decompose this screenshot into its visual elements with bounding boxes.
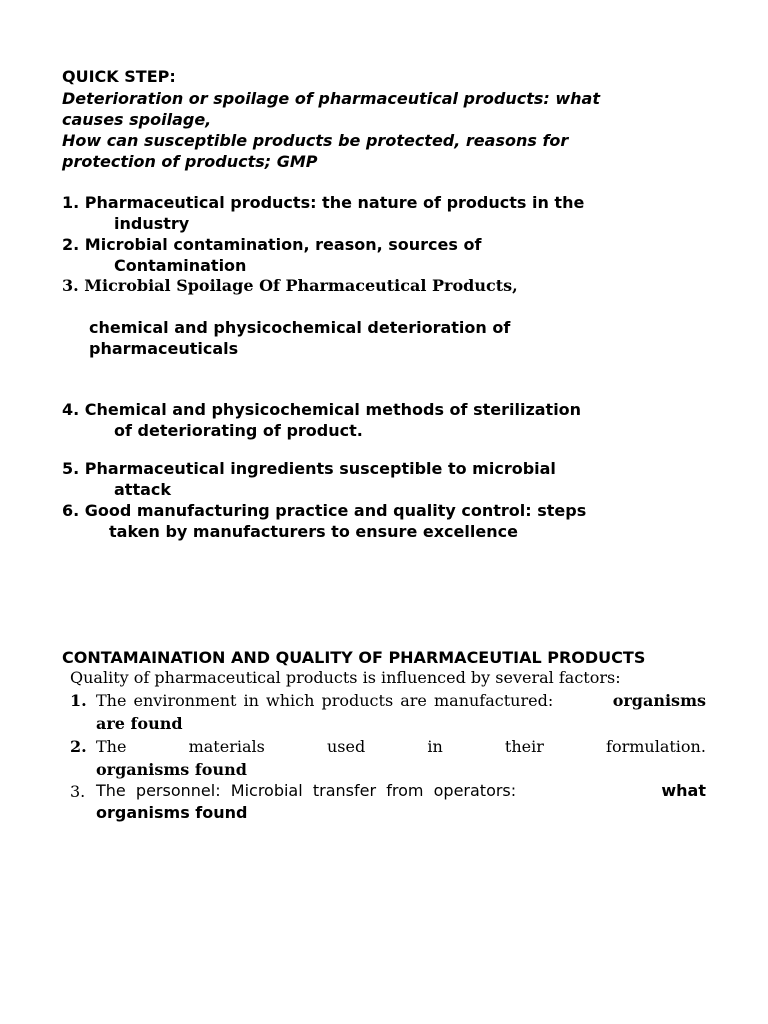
outline-item-continuation: attack [114,480,172,499]
outline-item-text: chemical and physicochemical deterioration of [89,318,511,337]
outline-item-continuation: taken by manufacturers to ensure excellence [109,522,518,541]
outline-item-continuation: Contamination [114,256,247,275]
factor-2 [96,735,706,781]
outline-item-text: 4. Chemical and physicochemical methods of sterilization [62,400,582,419]
factor-2-word: in [427,737,443,756]
outline-item-continuation: pharmaceuticals [89,339,239,358]
factor-1-line [96,689,706,712]
outline-item-text: 5. Pharmaceutical ingredients susceptible to microbial [62,459,556,478]
factor-3-bold-continuation: organisms found [96,803,248,822]
outline-item-3-sub [89,317,510,359]
factor-1-bold-continuation: are found [96,714,183,733]
factor-2-word: The [96,737,127,756]
quick-step-label: QUICK STEP: [62,67,176,86]
outline-item-text: 1. Pharmaceutical products: the nature of products in the [62,193,585,212]
outline-item-4 [62,399,581,441]
outline-item-5 [62,458,556,500]
factor-2-line [96,735,706,758]
factor-2-word: used [326,737,366,756]
factor-1-text: The environment in which products are manufactured: [96,691,554,710]
factor-2-word: their [504,737,544,756]
outline-item-text: 6. Good manufacturing practice and quality control: steps [62,501,587,520]
section-intro: Quality of pharmaceutical products is influenced by several factors: [70,668,621,687]
factor-2-bold: organisms found [96,760,247,779]
factor-3-number: 3. [70,782,86,801]
factor-2-word: formulation. [606,737,706,756]
factor-3-text: The personnel: Microbial transfer from operators: [96,781,517,800]
subtitle-line: Deterioration or spoilage of pharmaceutical products: what [62,89,600,108]
outline-item-6 [62,500,586,542]
factor-1-bold: organisms [612,691,706,710]
outline-item-3: 3. Microbial Spoilage Of Pharmaceutical Products, [62,276,518,295]
subtitle-line: protection of products; GMP [62,152,318,171]
outline-item-2 [62,234,481,276]
outline-item-continuation: industry [114,214,190,233]
outline-item-1 [62,192,584,234]
factor-3-line [96,780,706,802]
factor-2-word: materials [188,737,265,756]
outline-item-continuation: of deteriorating of product. [114,421,363,440]
section-heading: CONTAMAINATION AND QUALITY OF PHARMACEUTIAL PRODUCTS [62,648,646,667]
factor-1-number: 1. [70,691,87,710]
factor-1 [96,689,706,735]
outline-item-text: 2. Microbial contamination, reason, sources of [62,235,482,254]
document-subtitle [62,88,600,172]
factor-2-number: 2. [70,737,87,756]
subtitle-line: How can susceptible products be protected, reasons for [62,131,569,150]
factor-3-bold: what [661,781,706,800]
factor-3 [96,780,706,823]
subtitle-line: causes spoilage, [62,110,212,129]
